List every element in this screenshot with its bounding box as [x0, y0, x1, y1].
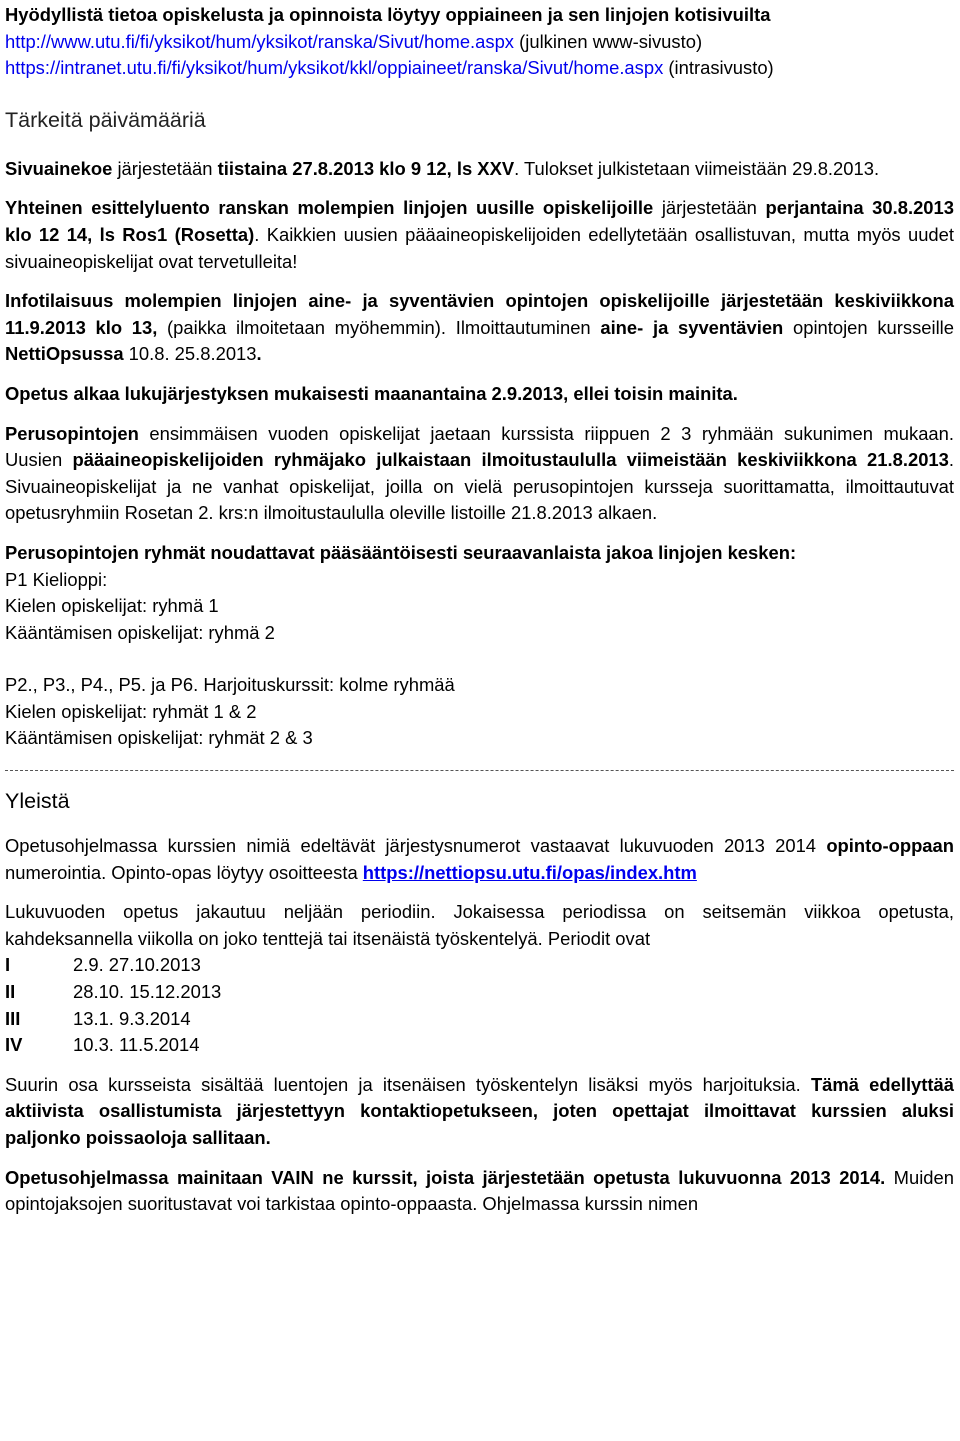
period-row [5, 1006, 954, 1033]
text-fragment: järjestetään [112, 157, 218, 179]
list-item: Kääntämisen opiskelijat: ryhmät 2 & 3 [5, 727, 313, 749]
period-row [5, 979, 954, 1006]
text-fragment: . Sivuaineopiskelijat ja ne vanhat opiskelijat, joilla on vielä perusopintojen kursseja suorittamatta, ilmoittautuvat opetusryhmiin Rosetan 2. krs:n ilmoitustaululla oleville listoille 21.8.2013 alkaen. [5, 449, 954, 524]
period-number: III [5, 1007, 21, 1029]
program-note-paragraph [5, 1165, 954, 1218]
text-fragment: opintojen kursseille [783, 316, 954, 338]
text-fragment: järjestetään [653, 197, 766, 219]
list-item: Kääntämisen opiskelijat: ryhmä 2 [5, 621, 275, 643]
period-dates: 2.9. 27.10.2013 [73, 954, 201, 976]
study-guide-label: opinto-oppaan [826, 835, 954, 857]
period-row [5, 1032, 954, 1059]
text-fragment: ensimmäisen vuoden opiskelijat jaetaan kurssista riippuen 2 3 ryhmään sukunimen mukaan. Uusien [5, 422, 954, 471]
groups-list-a [5, 567, 954, 647]
entrance-exam-paragraph [5, 156, 954, 183]
attendance-requirement: Tämä edellyttää aktiivista osallistumista järjestettyyn kontaktiopetukseen, joten opettajat ilmoittavat kurssien aluksi paljonko poissaoloja sallitaan. [5, 1073, 954, 1148]
text-fragment: . [256, 343, 262, 365]
period-number: I [5, 954, 11, 976]
text-fragment: . Tulokset julkistetaan viimeistään 29.8.2013. [514, 157, 880, 179]
list-item: P2., P3., P4., P5. ja P6. Harjoituskurssit: kolme ryhmää [5, 674, 455, 696]
teaching-start-paragraph: Opetus alkaa lukujärjestyksen mukaisesti maanantaina 2.9.2013, ellei toisin mainita. [5, 382, 738, 404]
periods-paragraph: Lukuvuoden opetus jakautuu neljään periodiin. Jokaisessa periodissa on seitsemän viikkoa opetusta, kahdeksannella viikolla on joko tenttejä tai itsenäistä työskentelyä. Periodit ovat [5, 901, 954, 949]
list-item: Kielen opiskelijat: ryhmät 1 & 2 [5, 700, 257, 722]
basic-studies-label: Perusopintojen [5, 422, 139, 444]
dates-section-title: Tärkeitä päivämääriä [5, 107, 206, 132]
group-publication-date: pääaineopiskelijoiden ryhmäjako julkaistaan ilmoitustaululla viimeistään keskiviikkona 21.8.2013 [72, 449, 949, 471]
public-site-note: (julkinen www-sivusto) [519, 30, 703, 52]
intro-heading: Hyödyllistä tietoa opiskelusta ja opinnoista löytyy oppiaineen ja sen linjojen kotisivuilta [5, 4, 771, 25]
public-site-link[interactable]: http://www.utu.fi/fi/yksikot/hum/yksikot/ranska/Sivut/home.aspx [5, 30, 515, 52]
period-dates: 28.10. 15.12.2013 [73, 981, 222, 1003]
period-number: IV [5, 1034, 23, 1056]
text-fragment: Muiden opintojaksojen suoritustavat voi tarkistaa opinto-oppaasta. Ohjelmassa kurssin nimen [5, 1166, 954, 1215]
groups-heading: Perusopintojen ryhmät noudattavat pääsääntöisesti seuraavanlaista jakoa linjojen kesken: [5, 541, 797, 563]
text-fragment: numerointia. Opinto-opas löytyy osoitteesta [5, 861, 363, 883]
info-session-paragraph [5, 288, 954, 368]
intro-lecture-label: Yhteinen esittelyluento ranskan molempien linjojen uusille opiskelijoille [5, 197, 654, 219]
general-section-title: Yleistä [5, 789, 70, 814]
study-guide-link[interactable]: https://nettiopsu.utu.fi/opas/index.htm [362, 861, 697, 883]
section-divider [5, 770, 954, 771]
text-fragment: aine- ja syventävien [600, 316, 784, 338]
nettiopsu-label: NettiOpsussa [5, 343, 124, 365]
periods-list [5, 952, 954, 1058]
intro-lecture-time: perjantaina 30.8.2013 klo 12 14, ls Ros1 (Rosetta) [5, 197, 954, 245]
period-row [5, 952, 954, 979]
list-item: Kielen opiskelijat: ryhmä 1 [5, 595, 219, 617]
attendance-paragraph [5, 1072, 954, 1152]
list-item: P1 Kielioppi: [5, 568, 108, 590]
public-link-line [5, 29, 954, 56]
text-fragment: Opetusohjelmassa kurssien nimiä edeltävät järjestysnumerot vastaavat lukuvuoden 2013 2014 [5, 835, 827, 857]
program-note-emphasis: Opetusohjelmassa mainitaan VAIN ne kurssit, joista järjestetään opetusta lukuvuonna 2013 2014. [5, 1166, 886, 1188]
entrance-exam-time: tiistaina 27.8.2013 klo 9 12, ls XXV [217, 157, 515, 179]
period-number: II [5, 981, 16, 1003]
group-division-paragraph [5, 421, 954, 527]
intranet-site-note: (intrasivusto) [668, 57, 774, 79]
text-fragment: Suurin osa kursseista sisältää luentojen ja itsenäisen työskentelyn lisäksi myös harjoituksia. [5, 1073, 811, 1095]
period-dates: 13.1. 9.3.2014 [73, 1007, 191, 1029]
intro-lecture-paragraph [5, 195, 954, 275]
numbering-paragraph [5, 833, 954, 886]
info-session-label: Infotilaisuus molempien linjojen aine- ja syventävien opintojen opiskelijoille järjestetään keskiviikkona 11.9.2013 klo 13, [5, 290, 954, 338]
intranet-site-link[interactable]: https://intranet.utu.fi/fi/yksikot/hum/yksikot/kkl/oppiaineet/ranska/Sivut/home.aspx [5, 57, 664, 79]
text-fragment: (paikka ilmoitetaan myöhemmin). Ilmoittautuminen [157, 316, 601, 338]
text-fragment: . Kaikkien uusien pääaineopiskelijoiden edellytetään osallistuvan, mutta myös uudet sivuaineopiskelijat ovat tervetulleita! [5, 223, 954, 272]
intranet-link-line [5, 55, 954, 82]
period-dates: 10.3. 11.5.2014 [73, 1034, 200, 1056]
text-fragment: 10.8. 25.8.2013 [123, 343, 257, 365]
groups-list-b [5, 672, 954, 752]
entrance-exam-label: Sivuainekoe [5, 157, 113, 179]
